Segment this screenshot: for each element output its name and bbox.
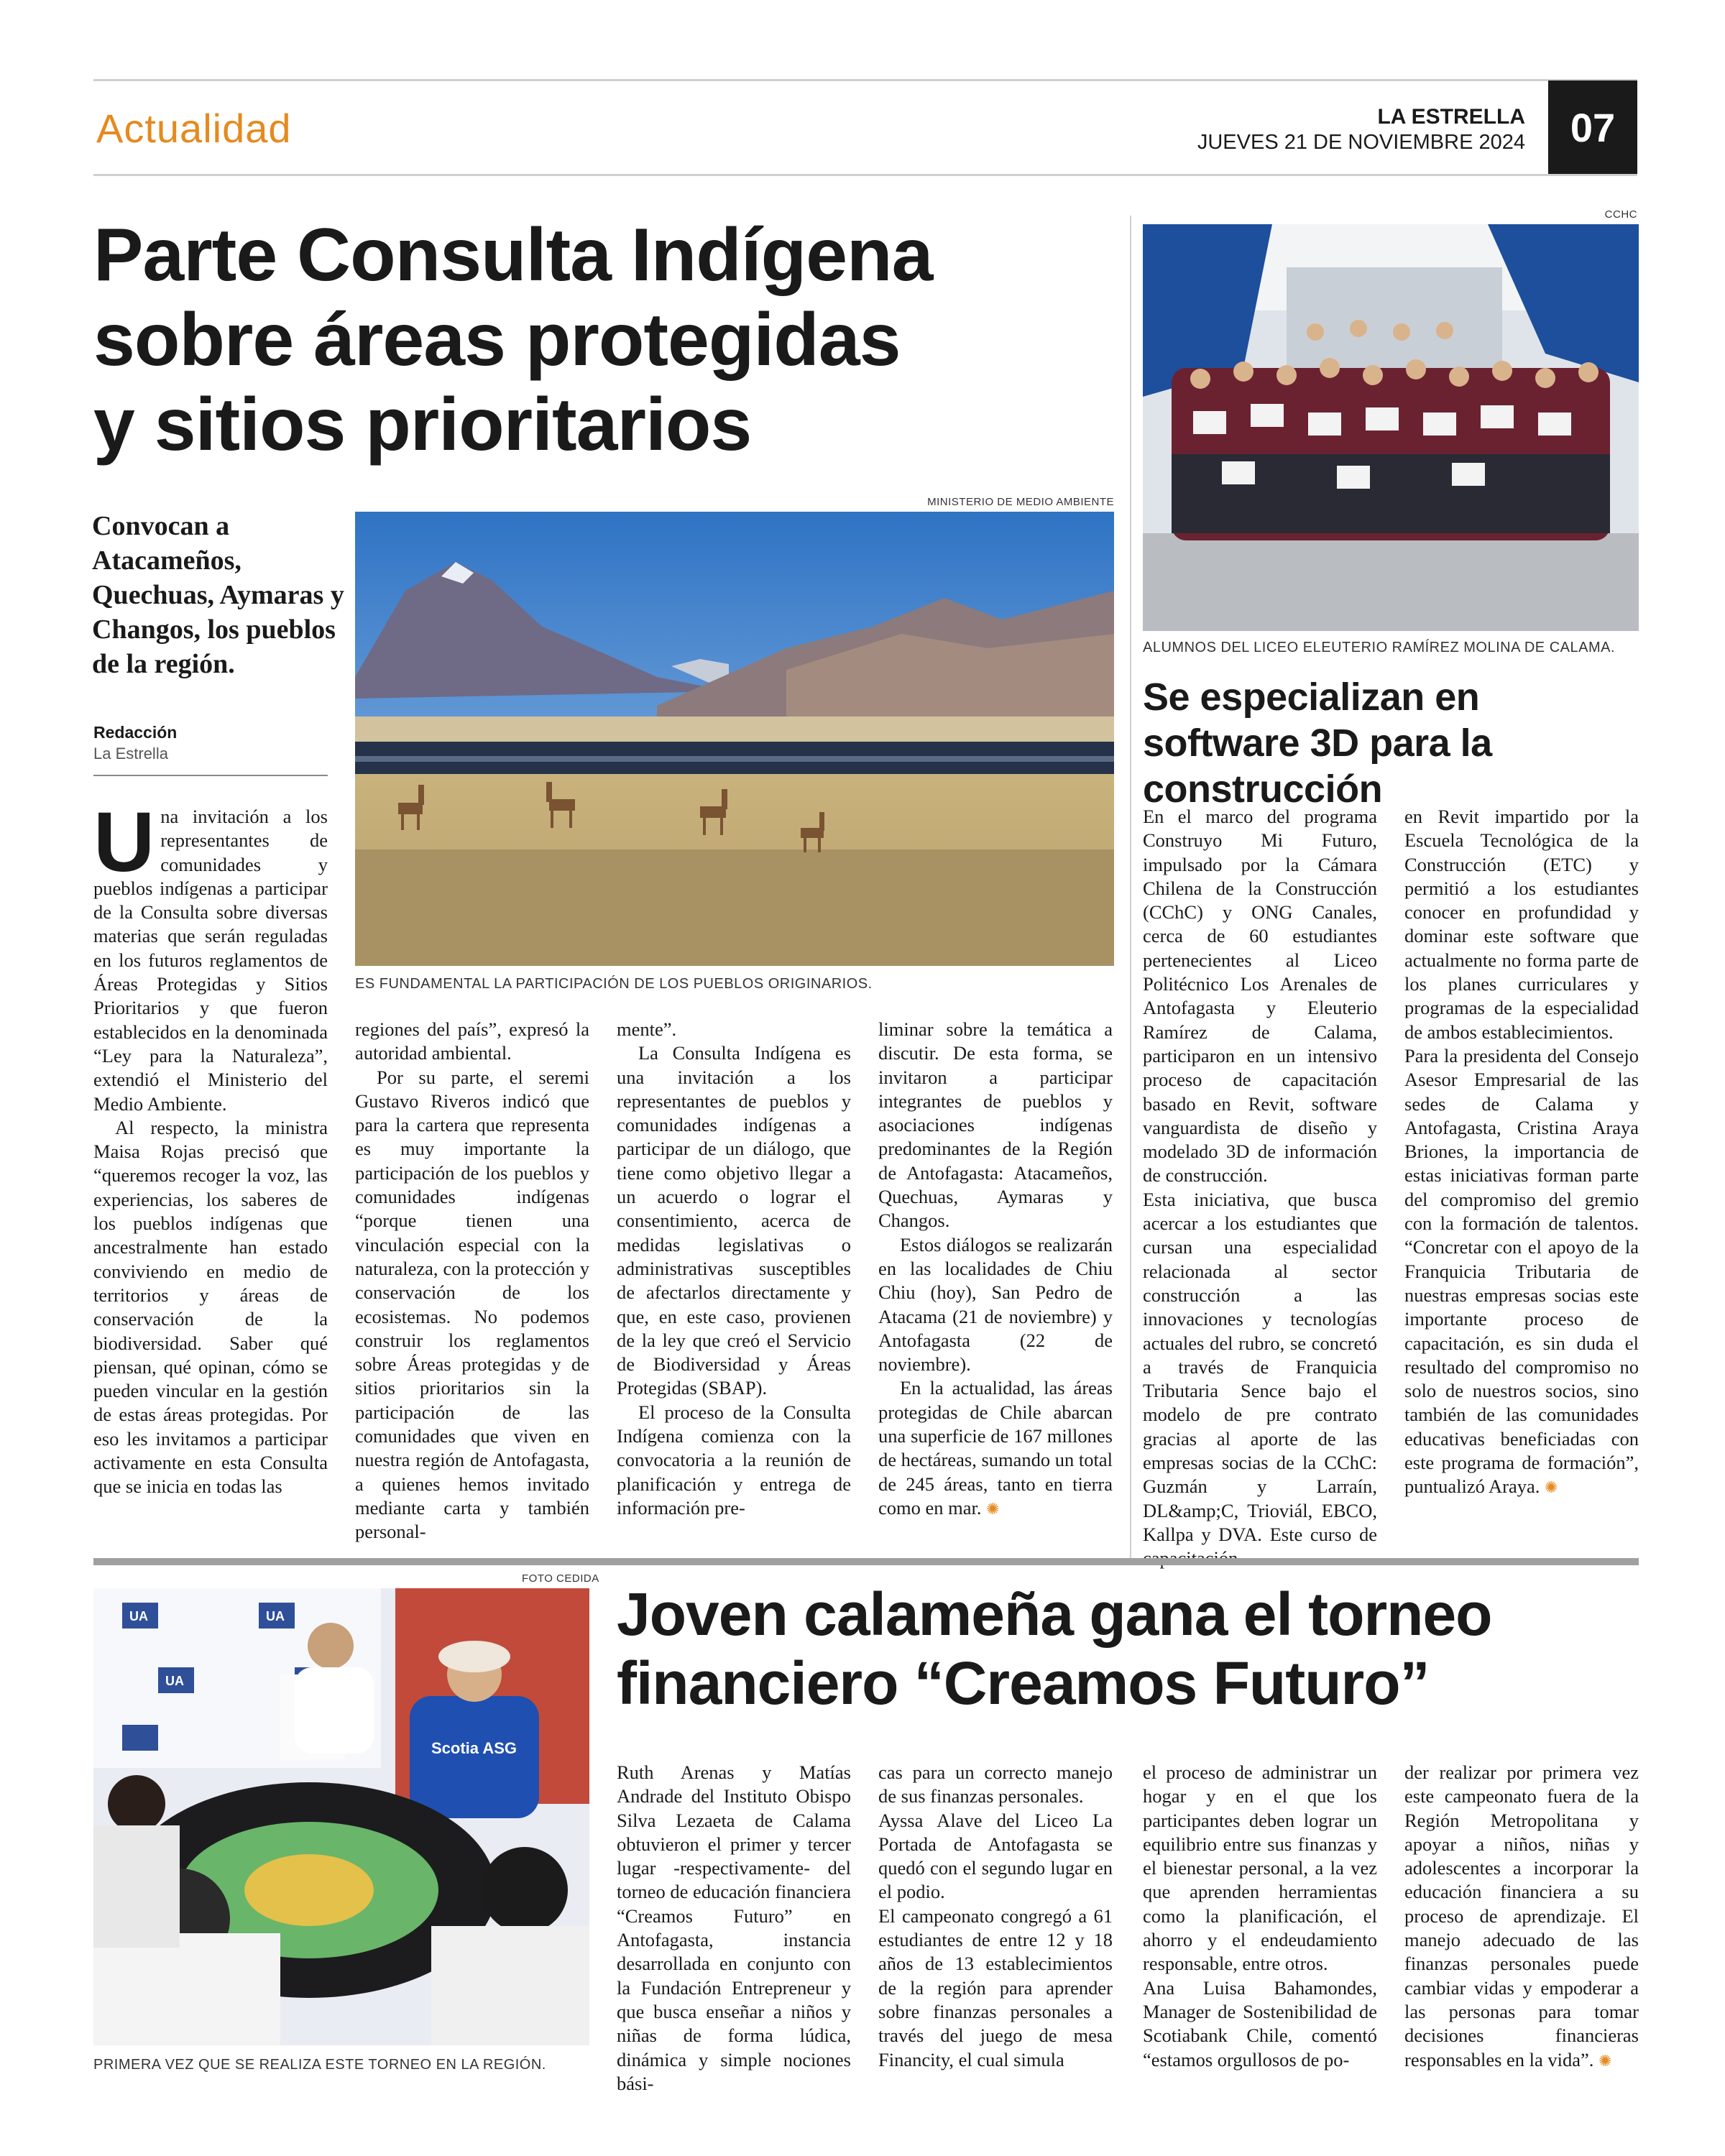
orange-circle-end-icon: ✺ bbox=[1545, 1479, 1558, 1498]
paragraph: Ruth Arenas y Matías Andrade del Instituto Obispo Silva Lezaeta de Calama obtuvieron el primer y tercer lugar -respectivamente- del torneo de educación financiera “Creamos Futuro” en Antofagasta, instancia desarrollada en conjunto con la Fundación Entrepreneur y que busca enseñar a niños y niñas de forma lúdica, dinámica y simple nociones bási- bbox=[617, 1761, 851, 2094]
drop-cap: U bbox=[93, 795, 155, 890]
orange-circle-end-icon: ✺ bbox=[986, 1500, 1000, 1519]
shirt-logo-text: Scotia ASG bbox=[431, 1739, 517, 1757]
bottom-photo-caption: PRIMERA VEZ QUE SE REALIZA ESTE TORNEO EN LA REGIÓN. bbox=[93, 2057, 546, 2073]
paragraph: En el marco del programa Construyo Mi Futuro, impulsado por la Cámara Chilena de la Construcción (CChC) y ONG Canales, cerca de 60 estudiantes pertenecientes al Liceo Politécnico Los Arenales de Antofagasta y Eleuterio Ramírez de Calama, participaron en un intensivo proceso de capacitación basado en Revit, software vanguardista de diseño y modelado 3D de información de construcción. bbox=[1143, 806, 1377, 1187]
main-headline-line: y sitios prioritarios bbox=[93, 383, 752, 466]
main-body-column-1 bbox=[93, 795, 328, 1531]
bottom-headline-line: Joven calameña gana el torneo bbox=[617, 1580, 1492, 1648]
paragraph: na invitación a los representantes de comunidades y pueblos indígenas a participar de la Consulta sobre diversas materias que serán reguladas en los futuros reglamentos de Áreas Protegidas y Sitios Prioritarios y que fueron establecidos en la denominada “Ley para la Naturaleza”, extendió el Ministerio del Medio Ambiente. bbox=[93, 806, 328, 1115]
paragraph: El proceso de la Consulta Indígena comienza con la convocatoria a la reunión de planificación y entrega de información pre- bbox=[617, 1401, 851, 1519]
paragraph: Al respecto, la ministra Maisa Rojas precisó que “queremos recoger la voz, las experiencias, los saberes de los pueblos indígenas que ancestralmente han estado conviviendo en medio de territorios y áreas de conservación de la biodiversidad. Saber qué piensan, qué opinan, cómo se pueden vincular en la gestión de estas áreas protegidas. Por eso les invitamos a participar activamente en esta Consulta que se inicia en todas las bbox=[93, 1116, 328, 1498]
main-headline-line: Parte Consulta Indígena bbox=[93, 213, 933, 297]
logo-text: UA bbox=[129, 1609, 148, 1623]
main-photo-credit: MINISTERIO DE MEDIO AMBIENTE bbox=[927, 496, 1114, 508]
bottom-headline bbox=[617, 1580, 1637, 1718]
main-body-column-4 bbox=[878, 1018, 1113, 1531]
landscape-illustration bbox=[355, 512, 1114, 966]
main-headline bbox=[93, 213, 1100, 467]
side-body-column-2 bbox=[1404, 805, 1639, 1531]
paragraph: der realizar por primera vez este campeonato fuera de la Región Metropolitana y apoyar a niños, niñas y adolescentes a incorporar la educación financiera a su proceso de aprendizaje. El manejo adecuado de las finanzas personales puede cambiar vidas y empoderar a las personas para tomar decisiones financieras responsables en la vida”. bbox=[1404, 1761, 1639, 2070]
main-body-column-2 bbox=[355, 1018, 589, 1543]
bottom-photo-credit: FOTO CEDIDA bbox=[522, 1572, 599, 1585]
paragraph: Para la presidenta del Consejo Asesor Empresarial de las sedes de Calama y Antofagasta, Cristina Araya Briones, la importancia de estas iniciativas forman parte del compromiso del gremio con la formación de talentos. “Concretar con el apoyo de la Franquicia Tributaria de nuestras empresas socias este importante proceso de capacitación, es sin duda el resultado del compromiso no solo de nuestros socios, sino también de las comunidades educativas beneficiadas con este programa de formación”, puntualizó Araya. bbox=[1404, 1044, 1639, 1498]
paper-name: LA ESTRELLA bbox=[1377, 105, 1525, 129]
publication-date: JUEVES 21 DE NOVIEMBRE 2024 bbox=[1197, 131, 1525, 154]
bottom-headline-line: financiero “Creamos Futuro” bbox=[617, 1649, 1430, 1717]
paragraph: Estos diálogos se realizarán en las localidades de Chiu Chiu (hoy), San Pedro de Atacama (21 de noviembre) y Antofagasta (22 de noviembre). bbox=[878, 1233, 1113, 1376]
section-label: Actualidad bbox=[96, 106, 292, 151]
students-group-illustration bbox=[1143, 224, 1639, 631]
side-headline: Se especializan en software 3D para la construcción bbox=[1143, 676, 1492, 811]
main-photo-caption: ES FUNDAMENTAL LA PARTICIPACIÓN DE LOS PUEBLOS ORIGINARIOS. bbox=[355, 976, 873, 992]
logo-text: UA bbox=[165, 1674, 184, 1688]
side-photo-credit: CCHC bbox=[1604, 208, 1637, 221]
paragraph: liminar sobre la temática a discutir. De esta forma, se invitaron a participar integrantes de pueblos y asociaciones indígenas predominantes de la Región de Antofagasta: Atacameños, Quechuas, Aymaras y Changos. bbox=[878, 1018, 1113, 1232]
main-body-column-3 bbox=[617, 1018, 851, 1531]
main-deck: Convocan a Atacameños, Quechuas, Aymaras y Changos, los pueblos de la región. bbox=[92, 511, 344, 679]
paragraph: Ana Luisa Bahamondes, Manager de Sostenibilidad de Scotiabank Chile, comentó “estamos orgullosos de po- bbox=[1143, 1976, 1377, 2070]
side-photo bbox=[1143, 224, 1639, 631]
paragraph: La Consulta Indígena es una invitación a los representantes de pueblos y comunidades indígenas a participar de un diálogo, que tiene como objetivo llegar a un acuerdo o lograr el consentimiento, acerca de medidas legislativas o administrativas susceptibles de afectarlos directamente y que, en este caso, provienen de la ley que creó el Servicio de Biodiversidad y Áreas Protegidas (SBAP). bbox=[617, 1042, 851, 1399]
bottom-body-column-1 bbox=[617, 1761, 851, 2134]
logo-text: UA bbox=[266, 1609, 285, 1623]
paragraph: Esta iniciativa, que busca acercar a los estudiantes que cursan una especialidad relacionada al sector construcción a las innovaciones y tecnologías actuales del rubro, se concretó a través de Franquicia Tributaria Sence bajo el modelo de pre contrato gracias al aporte de las empresas socias de la CChC: Guzmán y Larraín, DL&amp;C, Trioviál, EBCO, Kallpa y DVA. Este curso de bbox=[1143, 1188, 1377, 1545]
orange-circle-end-icon: ✺ bbox=[1598, 2052, 1612, 2070]
paragraph: En la actualidad, las áreas protegidas de Chile abarcan una superficie de 167 millones de hectáreas, sumando un total de 245 áreas, tanto en tierra como en mar. bbox=[878, 1377, 1113, 1519]
main-headline-line: sobre áreas protegidas bbox=[93, 298, 901, 382]
paragraph: Por su parte, el seremi Gustavo Riveros indicó que para la cartera que representa es muy importante la participación de los pueblos y comunidades indígenas “porque tienen una vinculación especial con la naturaleza, con la protección y conservación de los ecosistemas. No podemos construir los reglamentos sobre Áreas protegidas y de sitios prioritarios sin la participación de las comunidades que viven en nuestra región de Antofagasta, a quienes hemos invitado mediante carta y también personal- bbox=[355, 1066, 589, 1543]
bottom-body-column-4 bbox=[1404, 1761, 1639, 2134]
main-photo bbox=[355, 512, 1114, 966]
board-game-illustration bbox=[93, 1588, 589, 2045]
byline: Redacción bbox=[93, 723, 178, 742]
paragraph: en Revit impartido por la Escuela Tecnológica de la Construcción (ETC) y permitió a los estudiantes conocer en profundidad y dominar este software que actualmente no forma parte de los planes curriculares y programas de la especialidad de ambos establecimientos. bbox=[1404, 806, 1639, 1043]
paragraph: el proceso de administrar un hogar y en el que los participantes deben lograr un equilibrio entre sus finanzas y el bienestar personal, a la vez que aprenden herramientas como la planificación, el ahorro y el endeudamiento responsable, entre otros. bbox=[1143, 1761, 1377, 1975]
bottom-body-column-3 bbox=[1143, 1761, 1377, 2134]
bottom-photo bbox=[93, 1588, 589, 2045]
byline-source: La Estrella bbox=[93, 745, 168, 763]
bottom-body-column-2 bbox=[878, 1761, 1113, 2134]
paragraph: Ayssa Alave del Liceo La Portada de Antofagasta se quedó con el segundo lugar en el podio. bbox=[878, 1809, 1113, 1903]
paragraph: mente”. bbox=[617, 1018, 677, 1040]
page-number: 07 bbox=[1548, 80, 1637, 174]
paragraph: cas para un correcto manejo de sus finanzas personales. bbox=[878, 1761, 1113, 1807]
side-body-column-1 bbox=[1143, 805, 1377, 1545]
paragraph: El campeonato congregó a 61 estudiantes de entre 12 y 18 años de 13 establecimientos de la región para aprender sobre finanzas personales a través del juego de mesa Financity, el cual simula bbox=[878, 1904, 1113, 2070]
paragraph: regiones del país”, expresó la autoridad ambiental. bbox=[355, 1018, 589, 1064]
side-photo-caption: ALUMNOS DEL LICEO ELEUTERIO RAMÍREZ MOLINA DE CALAMA. bbox=[1143, 640, 1616, 655]
